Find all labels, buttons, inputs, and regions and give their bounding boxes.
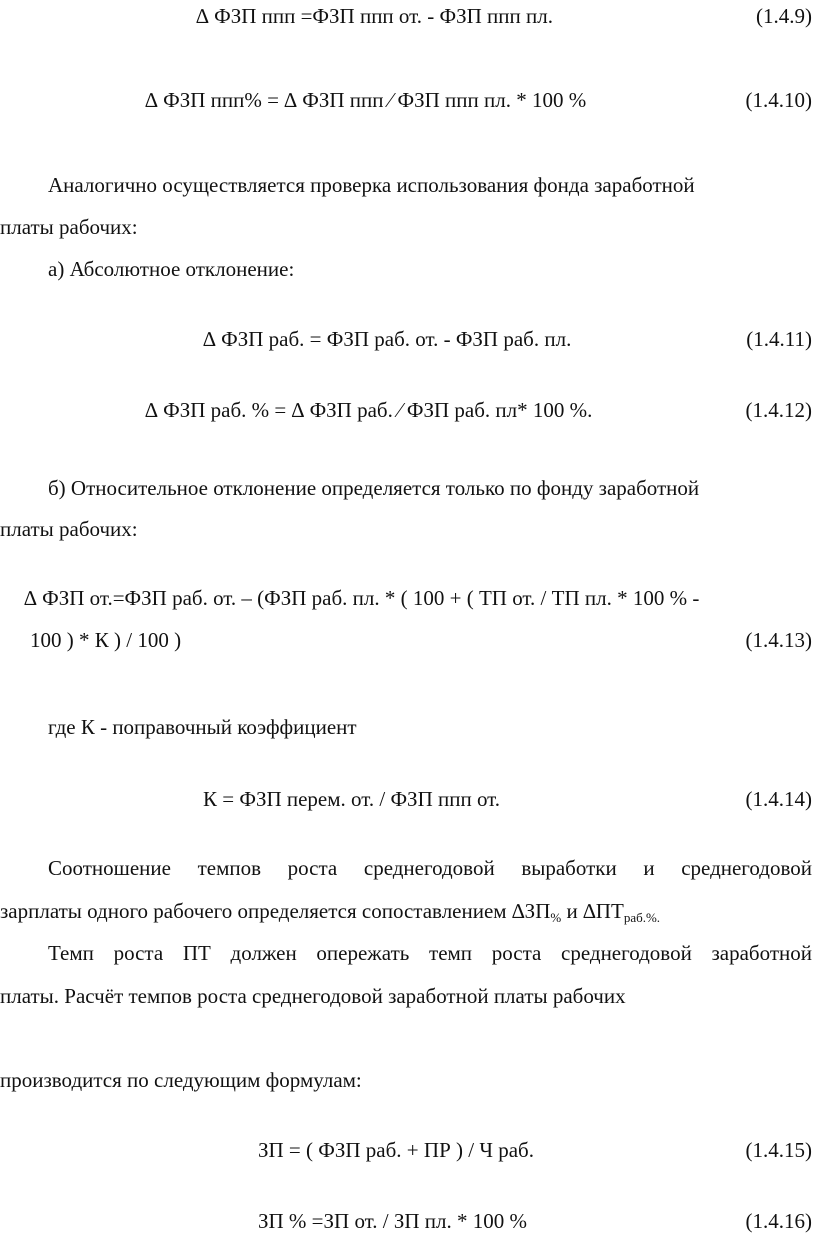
- paragraph-text: Темп роста ПТ должен опережать темп роста среднегодовой заработной: [48, 941, 812, 965]
- paragraph-text: Соотношение темпов роста среднегодовой выработки и среднегодовой: [48, 856, 812, 880]
- paragraph-line: производится по следующим формулам:: [0, 1068, 362, 1092]
- paragraph-line: платы. Расчёт темпов роста среднегодовой заработной платы рабочих: [0, 984, 626, 1008]
- formula-1-4-14: К = ФЗП перем. от. / ФЗП ппп от.: [203, 787, 501, 811]
- where-k-definition: где К - поправочный коэффициент: [48, 715, 357, 739]
- paragraph-line-justified: [0, 855, 812, 881]
- formula-1-4-13-line1: ∆ ФЗП от.=ФЗП раб. от. – (ФЗП раб. пл. * ( 100 + ( ТП от. / ТП пл. * 100 % -: [24, 586, 700, 610]
- paragraph-line: [0, 898, 660, 924]
- paragraph-line-justified: [0, 940, 812, 966]
- formula-number-1-4-16: (1.4.16): [745, 1209, 812, 1233]
- formula-1-4-15: ЗП = ( ФЗП раб. + ПР ) / Ч раб.: [258, 1138, 534, 1162]
- subscript: раб.%.: [623, 910, 661, 925]
- formula-number-1-4-10: (1.4.10): [745, 88, 812, 112]
- paragraph-line: платы рабочих:: [0, 517, 138, 541]
- subscript: %: [550, 910, 562, 925]
- formula-number-1-4-14: (1.4.14): [745, 787, 812, 811]
- formula-number-1-4-9: (1.4.9): [756, 4, 812, 28]
- formula-1-4-13-line2: 100 ) * К ) / 100 ): [30, 628, 182, 652]
- paragraph-line: Аналогично осуществляется проверка использования фонда заработной: [48, 173, 695, 197]
- list-item-a: а) Абсолютное отклонение:: [48, 257, 295, 281]
- formula-1-4-11: ∆ ФЗП раб. = ФЗП раб. от. - ФЗП раб. пл.: [203, 327, 572, 351]
- formula-1-4-12: ∆ ФЗП раб. % = ∆ ФЗП раб. ⁄ ФЗП раб. пл* 100 %.: [145, 398, 593, 422]
- formula-1-4-16: ЗП % =ЗП от. / ЗП пл. * 100 %: [258, 1209, 528, 1233]
- formula-number-1-4-15: (1.4.15): [745, 1138, 812, 1162]
- formula-1-4-9: ∆ ФЗП ппп =ФЗП ппп от. - ФЗП ппп пл.: [196, 4, 553, 28]
- formula-1-4-10: ∆ ФЗП ппп% = ∆ ФЗП ппп ⁄ ФЗП ппп пл. * 100 %: [145, 88, 587, 112]
- paragraph-line: платы рабочих:: [0, 215, 138, 239]
- paragraph-line: б) Относительное отклонение определяется только по фонду заработной: [48, 476, 700, 500]
- paragraph-text: и ∆ПТ: [561, 899, 624, 923]
- formula-number-1-4-11: (1.4.11): [746, 327, 812, 351]
- formula-number-1-4-13: (1.4.13): [745, 628, 812, 652]
- formula-number-1-4-12: (1.4.12): [745, 398, 812, 422]
- paragraph-text: зарплаты одного рабочего определяется сопоставлением ∆ЗП: [0, 899, 551, 923]
